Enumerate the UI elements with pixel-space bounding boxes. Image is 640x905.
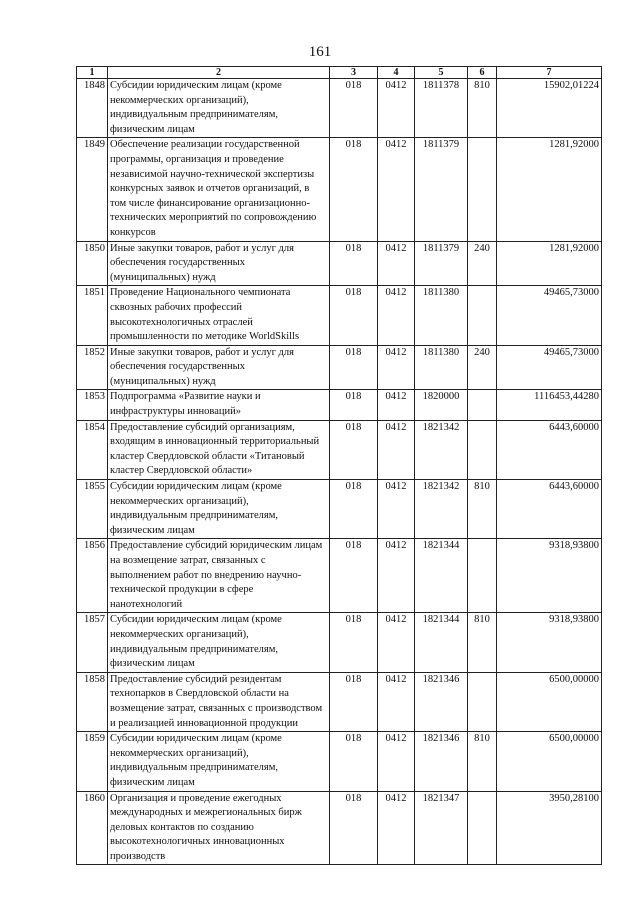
amount-value: 6500,00000 [497,732,602,791]
expense-type-code [468,138,497,241]
amount-value: 1281,92000 [497,138,602,241]
row-number: 1849 [77,138,108,241]
expense-type-code: 810 [468,732,497,791]
table-row [77,480,602,539]
expense-type-code: 810 [468,480,497,539]
ministry-code: 018 [330,480,378,539]
ministry-code: 018 [330,672,378,731]
section-code: 0412 [378,390,415,420]
section-code: 0412 [378,79,415,138]
amount-value: 15902,01224 [497,79,602,138]
amount-value: 3950,28100 [497,791,602,865]
header-row [77,67,602,79]
row-number: 1859 [77,732,108,791]
section-code: 0412 [378,345,415,390]
item-name: Субсидии юридическим лицам (кроме некоммерческих организаций), индивидуальным предпринимателям, физическим лицам [108,79,330,138]
target-article-code: 1821347 [415,791,468,865]
column-header: 3 [330,67,378,79]
row-number: 1848 [77,79,108,138]
ministry-code: 018 [330,791,378,865]
ministry-code: 018 [330,420,378,479]
section-code: 0412 [378,791,415,865]
table-row [77,420,602,479]
row-number: 1851 [77,286,108,345]
table-row [77,138,602,241]
item-name: Предоставление субсидий резидентам технопарков в Свердловской области на возмещение затрат, связанных с производством и реализацией инновационной продукции [108,672,330,731]
item-name: Обеспечение реализации государственной программы, организация и проведение независимой научно-технической экспертизы конкурсных заявок и отчетов организаций, в том числе финансирование организационно-технических мероприятий по сопровождению конкурсов [108,138,330,241]
table-row [77,390,602,420]
expense-type-code: 810 [468,613,497,672]
budget-table [76,66,602,865]
item-name: Организация и проведение ежегодных международных и межрегиональных бирж деловых контактов по созданию высокотехнологичных инновационных производств [108,791,330,865]
item-name: Субсидии юридическим лицам (кроме некоммерческих организаций), индивидуальным предпринимателям, физическим лицам [108,732,330,791]
ministry-code: 018 [330,241,378,286]
item-name: Субсидии юридическим лицам (кроме некоммерческих организаций), индивидуальным предпринимателям, физическим лицам [108,613,330,672]
target-article-code: 1811380 [415,286,468,345]
row-number: 1854 [77,420,108,479]
target-article-code: 1821346 [415,732,468,791]
table-row [77,79,602,138]
amount-value: 49465,73000 [497,286,602,345]
section-code: 0412 [378,672,415,731]
section-code: 0412 [378,286,415,345]
target-article-code: 1821346 [415,672,468,731]
table-row [77,791,602,865]
row-number: 1852 [77,345,108,390]
target-article-code: 1811379 [415,138,468,241]
table-row [77,241,602,286]
section-code: 0412 [378,539,415,613]
section-code: 0412 [378,613,415,672]
amount-value: 1281,92000 [497,241,602,286]
row-number: 1853 [77,390,108,420]
ministry-code: 018 [330,732,378,791]
row-number: 1858 [77,672,108,731]
row-number: 1856 [77,539,108,613]
target-article-code: 1821344 [415,539,468,613]
item-name: Субсидии юридическим лицам (кроме некоммерческих организаций), индивидуальным предпринимателям, физическим лицам [108,480,330,539]
section-code: 0412 [378,138,415,241]
table-row [77,672,602,731]
ministry-code: 018 [330,390,378,420]
expense-type-code: 240 [468,241,497,286]
item-name: Предоставление субсидий организациям, входящим в инновационный территориальный кластер Свердловской области «Титановый кластер Свердловской области» [108,420,330,479]
row-number: 1860 [77,791,108,865]
row-number: 1857 [77,613,108,672]
amount-value: 6500,00000 [497,672,602,731]
item-name: Предоставление субсидий юридическим лицам на возмещение затрат, связанных с выполнением работ по внедрению научно-технической продукции в сфере нанотехнологий [108,539,330,613]
ministry-code: 018 [330,539,378,613]
target-article-code: 1820000 [415,390,468,420]
column-header: 5 [415,67,468,79]
amount-value: 6443,60000 [497,480,602,539]
expense-type-code [468,539,497,613]
row-number: 1855 [77,480,108,539]
column-header: 2 [108,67,330,79]
expense-type-code [468,791,497,865]
section-code: 0412 [378,420,415,479]
expense-type-code [468,420,497,479]
ministry-code: 018 [330,138,378,241]
column-header: 1 [77,67,108,79]
amount-value: 9318,93800 [497,613,602,672]
target-article-code: 1821342 [415,420,468,479]
section-code: 0412 [378,241,415,286]
column-header: 6 [468,67,497,79]
ministry-code: 018 [330,79,378,138]
expense-type-code [468,390,497,420]
row-number: 1850 [77,241,108,286]
item-name: Подпрограмма «Развитие науки и инфраструктуры инноваций» [108,390,330,420]
expense-type-code: 240 [468,345,497,390]
item-name: Иные закупки товаров, работ и услуг для обеспечения государственных (муниципальных) нужд [108,241,330,286]
section-code: 0412 [378,480,415,539]
column-header: 7 [497,67,602,79]
amount-value: 49465,73000 [497,345,602,390]
item-name: Иные закупки товаров, работ и услуг для обеспечения государственных (муниципальных) нужд [108,345,330,390]
amount-value: 6443,60000 [497,420,602,479]
expense-type-code [468,672,497,731]
ministry-code: 018 [330,345,378,390]
amount-value: 9318,93800 [497,539,602,613]
expense-type-code: 810 [468,79,497,138]
column-header: 4 [378,67,415,79]
section-code: 0412 [378,732,415,791]
page-number: 161 [308,44,332,60]
table-row [77,732,602,791]
amount-value: 1116453,44280 [497,390,602,420]
table-row [77,345,602,390]
target-article-code: 1821342 [415,480,468,539]
target-article-code: 1811380 [415,345,468,390]
ministry-code: 018 [330,286,378,345]
table-row [77,539,602,613]
target-article-code: 1811378 [415,79,468,138]
target-article-code: 1821344 [415,613,468,672]
expense-type-code [468,286,497,345]
table-row [77,286,602,345]
item-name: Проведение Национального чемпионата сквозных рабочих профессий высокотехнологичных отраслей промышленности по методике WorldSkills [108,286,330,345]
table-row [77,613,602,672]
target-article-code: 1811379 [415,241,468,286]
ministry-code: 018 [330,613,378,672]
